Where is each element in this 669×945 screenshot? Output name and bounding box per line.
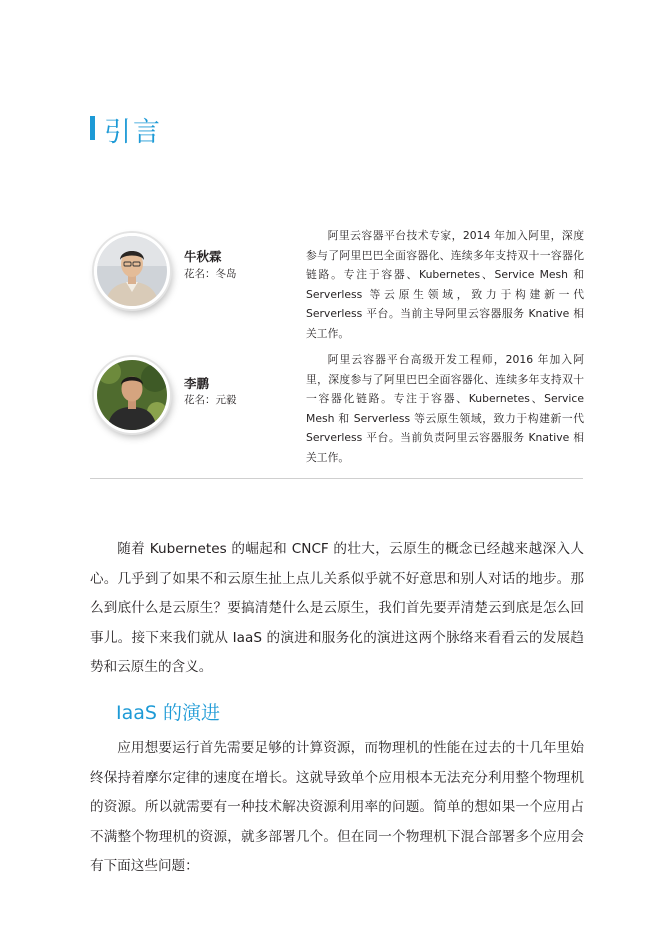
author-name: 李鹏	[184, 376, 210, 391]
section-heading: IaaS 的演进	[116, 702, 220, 724]
author-bio: 阿里云容器平台高级开发工程师，2016 年加入阿里，深度参与了阿里巴巴全面容器化、连续多年支持双十一容器化链路。专注于容器、Kubernetes、Service Mesh 和 Serverless 等云原生领域，致力于构建新一代 Serverless 平台。当前负责阿里云容器服务 Knative 相关工作。	[306, 353, 584, 464]
section-paragraph: 应用想要运行首先需要足够的计算资源，而物理机的性能在过去的十几年里始终保持着摩尔定律的速度在增长。这就导致单个应用根本无法充分利用整个物理机的资源。所以就需要有一种技术解决资源利用率的问题。简单的想如果一个应用占不满整个物理机的资源，就多部署几个。但在同一个物理机下混合部署多个应用会有下面这些问题：	[90, 740, 584, 875]
author-alias: 花名：冬岛	[184, 268, 237, 280]
author-alias: 花名：元毅	[184, 394, 237, 406]
author-name: 牛秋霖	[184, 249, 222, 264]
page-title: 引言	[104, 117, 162, 148]
author-avatar	[94, 357, 170, 433]
author-avatar	[94, 233, 170, 309]
divider-line	[90, 478, 583, 479]
intro-paragraph: 随着 Kubernetes 的崛起和 CNCF 的壮大，云原生的概念已经越来越深入人心。几乎到了如果不和云原生扯上点儿关系似乎就不好意思和别人对话的地步。那么到底什么是云原生？要搞清楚什么是云原生，我们首先要弄清楚云到底是怎么回事儿。接下来我们就从 IaaS 的演进和服务化的演进这两个脉络来看看云的发展趋势和云原生的含义。	[90, 541, 584, 676]
person-photo-avatar-icon	[97, 360, 167, 430]
title-accent-bar	[90, 116, 95, 140]
person-photo-avatar-icon	[97, 236, 167, 306]
author-bio: 阿里云容器平台技术专家，2014 年加入阿里，深度参与了阿里巴巴全面容器化、连续多年支持双十一容器化链路。专注于容器、Kubernetes、Service Mesh 和 Serverless 等云原生领域，致力于构建新一代 Serverless 平台。当前主导阿里云容器服务 Knative 相关工作。	[306, 229, 584, 340]
